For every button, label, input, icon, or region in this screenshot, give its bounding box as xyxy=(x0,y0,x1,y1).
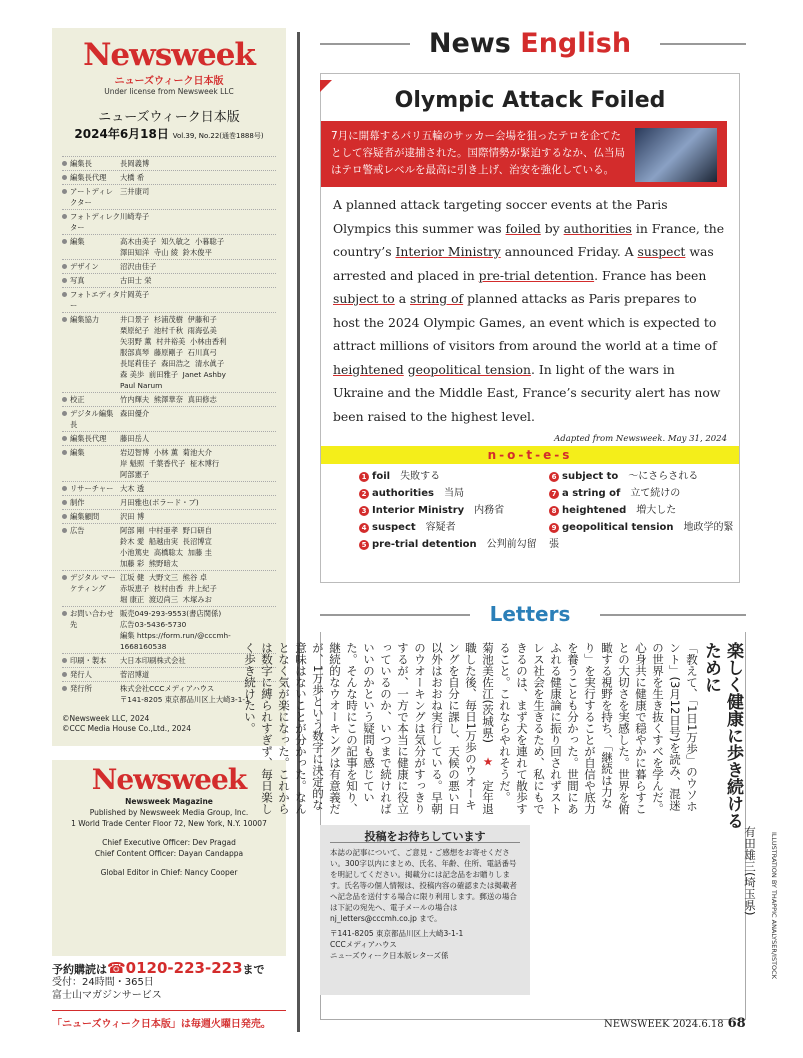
staff-row xyxy=(62,509,276,523)
note-term: suspect xyxy=(372,522,416,533)
staff-names: 阿部 剛 中村亜孝 野口研自 鈴木 愛 船越由実 長沼博宣 小池篤史 高橋聡太 加藤 圭 加藤 彩 熊野暗太 xyxy=(120,526,212,568)
staff-names: 販売049-293-9553(書店関係) 広告03-5436-5730 編集 https://form.run/@cccmh-1668160538 xyxy=(120,609,231,651)
staff-row xyxy=(62,495,276,509)
staff-names: 古田士 栄 xyxy=(120,276,152,285)
note-meaning: 増大した xyxy=(636,505,677,516)
staff-row xyxy=(62,570,276,606)
note-item xyxy=(549,502,739,519)
article-lead: 7月に開幕するパリ五輪のサッカー会場を狙ったテロを企てたとして容疑者が逮捕された。国際情勢が緊迫するなか、仏当局はテロ警戒レベルを最高に引き上げ、治安を強化している。 xyxy=(321,121,727,187)
submission-body: 本誌の記事について、ご意見・ご感想をお寄せください。300字以内にまとめ、氏名、年齢、住所、電話番号を明記してください。掲載分には記念品をお贈りします。氏名等の個人情報は、投稿内容の確認または掲載者へ記念品を送付する場合に限り利用します。郵送の場合は下記の宛先へ、電子メールの場合は nj_letters@cccmh.co.jp まで。 xyxy=(330,848,517,923)
note-term: subject to xyxy=(562,471,619,482)
staff-names: 森田優介 xyxy=(120,409,150,418)
staff-role: 印刷・製本 xyxy=(62,655,120,666)
letters-heading: Letters xyxy=(489,602,571,626)
weekly-notice: 「ニューズウィーク日本版」は毎週火曜日発売。 xyxy=(52,1010,286,1030)
note-item xyxy=(359,468,549,485)
staff-role: 編集協力 xyxy=(62,314,120,391)
notes-box xyxy=(321,446,739,582)
note-term: Interior Ministry xyxy=(372,505,465,516)
staff-row xyxy=(62,523,276,570)
staff-row xyxy=(62,445,276,481)
note-term: foil xyxy=(372,471,391,482)
copyright: ©Newsweek LLC, 2024 ©CCC Media House Co.,Ltd., 2024 xyxy=(62,714,191,733)
note-item xyxy=(549,519,739,553)
edition-date: 2024年6月18日 Vol.39, No.22(通巻1888号) xyxy=(74,127,264,141)
staff-row xyxy=(62,481,276,495)
staff-role: 編集顧問 xyxy=(62,511,120,522)
article-source: Adapted from Newsweek. May 31, 2024 xyxy=(554,434,727,444)
note-number: 5 xyxy=(359,540,369,550)
magazine-name: Newsweek Magazine xyxy=(125,797,213,806)
note-meaning: 容疑者 xyxy=(425,522,456,533)
note-term: pre-trial detention xyxy=(372,539,477,550)
subscription-info: 予約購読は☎0120-223-223まで 受付：24時間・365日 富士山マガジンサービス xyxy=(52,959,265,1001)
note-number: 2 xyxy=(359,489,369,499)
staff-role: 写真 xyxy=(62,275,120,286)
staff-role: 編集 xyxy=(62,236,120,258)
note-meaning: 立て続けの xyxy=(630,488,681,499)
staff-row xyxy=(62,170,276,184)
staff-names: 菅沼博道 xyxy=(120,670,150,679)
submission-address: 〒141-8205 東京都品川区上大崎3-1-1 CCCメディアハウス ニューズウィーク日本版レターズ係 xyxy=(330,929,464,960)
staff-names: 岩辺智博 小林 薫 菊池大介 岸 魁照 千葉香代子 柾木博行 阿部憲子 xyxy=(120,448,220,479)
note-number: 4 xyxy=(359,523,369,533)
publisher-address: 1 World Trade Center Floor 72, New York, N.Y. 10007 xyxy=(71,819,267,828)
staff-names: 大木 透 xyxy=(120,484,145,493)
staff-role: デジタル マーケティング xyxy=(62,572,120,605)
staff-role: デザイン xyxy=(62,261,120,272)
staff-row xyxy=(62,156,276,170)
staff-row xyxy=(62,312,276,392)
note-item xyxy=(359,536,549,553)
cco: Chief Content Officer: Dayan Candappa xyxy=(94,849,244,858)
note-number: 6 xyxy=(549,472,559,482)
staff-role: 編集 xyxy=(62,447,120,480)
note-term: a string of xyxy=(562,488,621,499)
staff-names: 片岡英子 xyxy=(120,290,150,299)
column-divider xyxy=(297,32,300,1032)
staff-role: 発行所 xyxy=(62,683,120,705)
staff-row xyxy=(62,431,276,445)
publisher: Published by Newsweek Media Group, Inc. xyxy=(89,808,249,817)
staff-role: お問い合わせ先 xyxy=(62,608,120,652)
note-number: 8 xyxy=(549,506,559,516)
letter-1-body: 「教えて、「1日1万歩」のウソホント」(3月12日号)を読み、混迷の世界を生き抜くすべを学んだ。心身共に健康で穏やかに暮らすことの大切さを実感した。世界を俯瞰する視野を持ち、「継続は力なり」を実行することが自信や底力を養うことも分かった。世間にあふれる健康論に振り回されずストレス社会を生きるため、私にもできるのは、まず犬を連れて散歩すること。これならやれそうだ。 菊池美佐江(茨城県) ★ 定年退職した後、毎日1万歩のウオーキングを自分に課し、天候の悪い日以外はおおね実行している。早朝のウオーキングは気分がすっきりするが、一方で本当に健康に役立っているのか、いつまで続ければいいのかという疑問も感じていた。そんな時にこの記事を知り、継続的なウオーキングは有意義だが、1万歩という数字に決定的な意味はないことが分かった。なんとなく気が楽になった。これからは数字に縛られすぎず、毎日楽しく歩き続けたい。 xyxy=(243,642,699,815)
staff-row xyxy=(62,209,276,234)
staff-names: 沼沢由佳子 xyxy=(120,262,157,271)
note-item xyxy=(549,468,739,485)
note-number: 3 xyxy=(359,506,369,516)
page-footer: NEWSWEEK 2024.6.18 68 xyxy=(604,1016,746,1031)
note-meaning: 〜にさらされる xyxy=(628,471,699,482)
note-meaning: 失敗する xyxy=(400,471,441,482)
masthead-column xyxy=(52,28,286,1028)
ceo: Chief Executive Officer: Dev Pragad xyxy=(102,838,236,847)
article-body: A planned attack targeting soccer events at the Paris Olympics this summer was foiled by authorities in France, the country’s Interior Ministry announced Friday. A suspect was arrested and placed in pre-trial detention. France has been subject to a string of planned attacks as Paris prepares to host the 2024 Olympic Games, an event which is expected to attract millions of visitors from around the world at a time of heightened geopolitical tension. In light of the wars in Ukraine and the Middle East, France’s security alert has now been raised to the highest level. xyxy=(333,197,725,424)
staff-row xyxy=(62,406,276,431)
staff-row xyxy=(62,287,276,312)
article-box xyxy=(320,73,740,583)
staff-names: 川崎寿子 xyxy=(120,212,150,221)
section-heading: News English xyxy=(428,28,632,59)
staff-role: フォトエディター xyxy=(62,289,120,311)
note-item xyxy=(359,502,549,519)
staff-row xyxy=(62,392,276,406)
staff-role: 発行人 xyxy=(62,669,120,680)
note-meaning: 公判前勾留 xyxy=(486,539,537,550)
staff-role: フォトディレクター xyxy=(62,211,120,233)
staff-names: 株式会社CCCメディアハウス 〒141-8205 東京都品川区上大崎3-1-1 xyxy=(120,684,250,704)
license-text: Under license from Newsweek LLC xyxy=(104,87,234,96)
note-number: 9 xyxy=(549,523,559,533)
page-number: 68 xyxy=(727,1016,746,1031)
note-number: 1 xyxy=(359,472,369,482)
submission-title: 投稿をお待ちしています xyxy=(330,831,520,843)
staff-list xyxy=(62,156,276,706)
staff-role: 編集長代理 xyxy=(62,433,120,444)
staff-role: 編集長代理 xyxy=(62,172,120,183)
note-meaning: 当局 xyxy=(443,488,464,499)
logo-subtitle: ニューズウィーク日本版 xyxy=(114,76,224,87)
staff-names: 月田雅也(ボラード・ブ) xyxy=(120,498,199,507)
note-item xyxy=(359,485,549,502)
stadium-image xyxy=(635,128,717,182)
note-item xyxy=(359,519,549,536)
note-term: geopolitical tension xyxy=(562,522,674,533)
note-term: heightened xyxy=(562,505,627,516)
note-item xyxy=(549,485,739,502)
staff-role: 広告 xyxy=(62,525,120,569)
letter-2-body: 有田雄三(埼玉県) xyxy=(743,826,757,916)
letter-title: 楽しく健康に歩き続けるために xyxy=(701,642,743,829)
illustration-credit: ILLUSTRATION BY THAPPIC ANALYSER/ISTOCK xyxy=(770,832,778,979)
phone-number[interactable]: ☎0120-223-223 xyxy=(107,959,243,977)
note-meaning: 内務省 xyxy=(474,505,505,516)
staff-row xyxy=(62,184,276,209)
staff-row xyxy=(62,259,276,273)
staff-role: 制作 xyxy=(62,497,120,508)
staff-names: 長岡義博 xyxy=(120,159,150,168)
newsweek-logo-2: Newsweek xyxy=(91,763,247,796)
notes-left xyxy=(359,468,549,553)
staff-names: 高木由美子 知久敏之 小暮聡子 澤田知洋 寺山 綾 鈴木俊平 xyxy=(120,237,225,257)
note-meaning: 地政学的緊張 xyxy=(549,522,734,550)
staff-names: 大日本印刷株式会社 xyxy=(120,656,186,665)
staff-names: 井口景子 杉浦茂樹 伊藤和子 栗原紀子 池村千秋 雨海弘美 矢羽野 薫 村井裕美 小林由香利 服部真琴 藤原剛子 石川真弓 長尾莉佳子 森田浩之 清水眞子 森 美歩 前田雅子 Janet Ashby Paul Narum xyxy=(120,315,227,390)
staff-row xyxy=(62,273,276,287)
edition-title: ニューズウィーク日本版 xyxy=(98,110,240,125)
corner-marker xyxy=(320,80,332,92)
staff-names: 大橋 希 xyxy=(120,173,145,182)
staff-names: 三井康司 xyxy=(120,187,150,196)
magazine-info xyxy=(52,760,286,956)
staff-role: 校正 xyxy=(62,394,120,405)
staff-names: 藤田岳人 xyxy=(120,434,150,443)
notes-title: n-o-t-e-s xyxy=(321,446,739,464)
staff-role: リサーチャー xyxy=(62,483,120,494)
masthead-box xyxy=(52,28,286,746)
note-number: 7 xyxy=(549,489,559,499)
note-term: authorities xyxy=(372,488,434,499)
staff-row xyxy=(62,234,276,259)
notes-right xyxy=(549,468,739,553)
article-title: Olympic Attack Foiled xyxy=(394,88,666,113)
staff-role: デジタル編集長 xyxy=(62,408,120,430)
newsweek-logo: Newsweek xyxy=(83,37,255,73)
gec: Global Editor in Chief: Nancy Cooper xyxy=(100,868,238,877)
staff-role: アートディレクター xyxy=(62,186,120,208)
staff-names: 竹内輝夫 熊澤華奈 真田修志 xyxy=(120,395,217,404)
staff-role: 編集長 xyxy=(62,158,120,169)
submission-box xyxy=(320,825,530,995)
staff-names: 沢田 博 xyxy=(120,512,145,521)
staff-names: 江坂 健 大野文三 熊谷 卓 赤坂恵子 枝村由香 井上紀子 堀 康正 渡辺尚三 木塚みお xyxy=(120,573,217,604)
